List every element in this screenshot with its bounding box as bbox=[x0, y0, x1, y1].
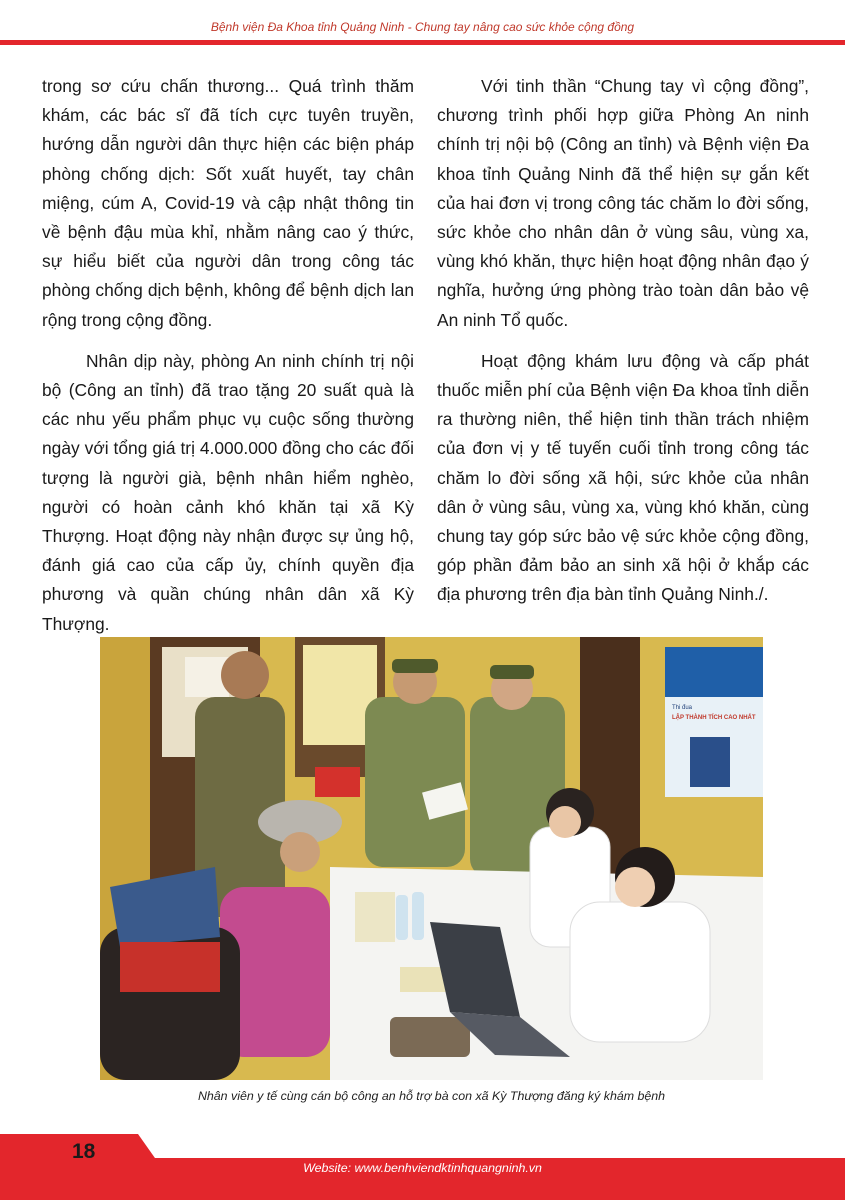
photo-caption: Nhân viên y tế cùng cán bộ công an hỗ trợ bà con xã Kỳ Thượng đăng ký khám bệnh bbox=[197, 1089, 666, 1103]
nurse-1-face bbox=[549, 806, 581, 838]
paragraph-right-1: Với tinh thần “Chung tay vì cộng đồng”, chương trình phối hợp giữa Phòng An ninh chính trị nội bộ (Công an tỉnh) và Bệnh viện Đa khoa tỉnh Quảng Ninh đã thể hiện sự gắn kết của hai đơn vị trong công tác chăm lo đời sống, sức khỏe cho nhân dân ở vùng sâu, vùng xa, vùng khó khăn, thực hiện hoạt động nhân đạo ý nghĩa, hưởng ứng phòng trào toàn dân bảo vệ An ninh Tổ quốc. bbox=[437, 76, 809, 330]
poster-band bbox=[665, 647, 763, 697]
paragraph-left-1: trong sơ cứu chấn thương... Quá trình thăm khám, các bác sĩ đã tích cực tuyên truyền, hướng dẫn người dân thực hiện các biện pháp phòng chống dịch: Sốt xuất huyết, tay chân miệng, cúm A, Covid-19 và cập nhật thông tin về bệnh đậu mùa khỉ, nhằm nâng cao ý thức, sự hiểu biết của người dân trong công tác phòng chống dịch bệnh, không để bệnh dịch lan rộng trong cộng đồng. bbox=[42, 76, 414, 330]
man-head bbox=[221, 651, 269, 699]
poster-figure bbox=[690, 737, 730, 787]
handbag bbox=[390, 1017, 470, 1057]
officer-1-cap bbox=[392, 659, 438, 673]
page-header bbox=[0, 0, 845, 46]
nurse-2-face bbox=[615, 867, 655, 907]
red-stool bbox=[315, 767, 360, 797]
article-photo bbox=[100, 637, 763, 1080]
woman-face bbox=[280, 832, 320, 872]
page-number: 18 bbox=[72, 1140, 96, 1163]
header-rule bbox=[0, 40, 845, 45]
poster-line-2: LẬP THÀNH TÍCH CAO NHẤT bbox=[672, 715, 756, 721]
paper-stack bbox=[355, 892, 395, 942]
photo-illustration bbox=[100, 637, 763, 1080]
article-column-left bbox=[42, 72, 414, 651]
paragraph-left-2: Nhân dịp này, phòng An ninh chính trị nội bộ (Công an tỉnh) đã trao tặng 20 suất quà là các nhu yếu phẩm phục vụ cuộc sống thường ngày với tổng giá trị 4.000.000 đồng cho các đối tượng là người già, bệnh nhân hiểm nghèo, người có hoàn cảnh khó khăn tại xã Kỳ Thượng. Hoạt động này nhận được sự ủng hộ, đánh giá cao của cấp ủy, chính quyền địa phương và quần chúng nhân dân xã Kỳ Thượng. bbox=[42, 350, 414, 634]
water-bottle-1 bbox=[396, 895, 408, 940]
article-column-right bbox=[437, 72, 809, 622]
water-bottle-2 bbox=[412, 892, 424, 940]
officer-1-uniform bbox=[365, 697, 465, 867]
footer-website: Website: www.benhviendktinhquangninh.vn bbox=[303, 1161, 542, 1175]
nurse-2-uniform bbox=[570, 902, 710, 1042]
poster-line-1: Thi đua bbox=[672, 705, 693, 711]
paragraph-right-2: Hoạt động khám lưu động và cấp phát thuốc miễn phí của Bệnh viện Đa khoa tỉnh diễn ra thường niên, thể hiện tinh thần trách nhiệm của đơn vị y tế tuyến cuối tỉnh trong công tác chăm lo đời sống xã hội, sức khỏe của nhân dân ở vùng sâu, vùng xa, vùng khó khăn, cùng chung tay góp sức bảo vệ sức khỏe cộng đồng, góp phần đảm bảo an sinh xã hội ở khắp các địa phương trên địa bàn tỉnh Quảng Ninh./. bbox=[437, 350, 809, 605]
header-title: Bệnh viện Đa Khoa tỉnh Quảng Ninh - Chung tay nâng cao sức khỏe cộng đồng bbox=[210, 20, 635, 34]
elder-red-scarf bbox=[120, 942, 220, 992]
officer-2-cap bbox=[490, 665, 534, 679]
